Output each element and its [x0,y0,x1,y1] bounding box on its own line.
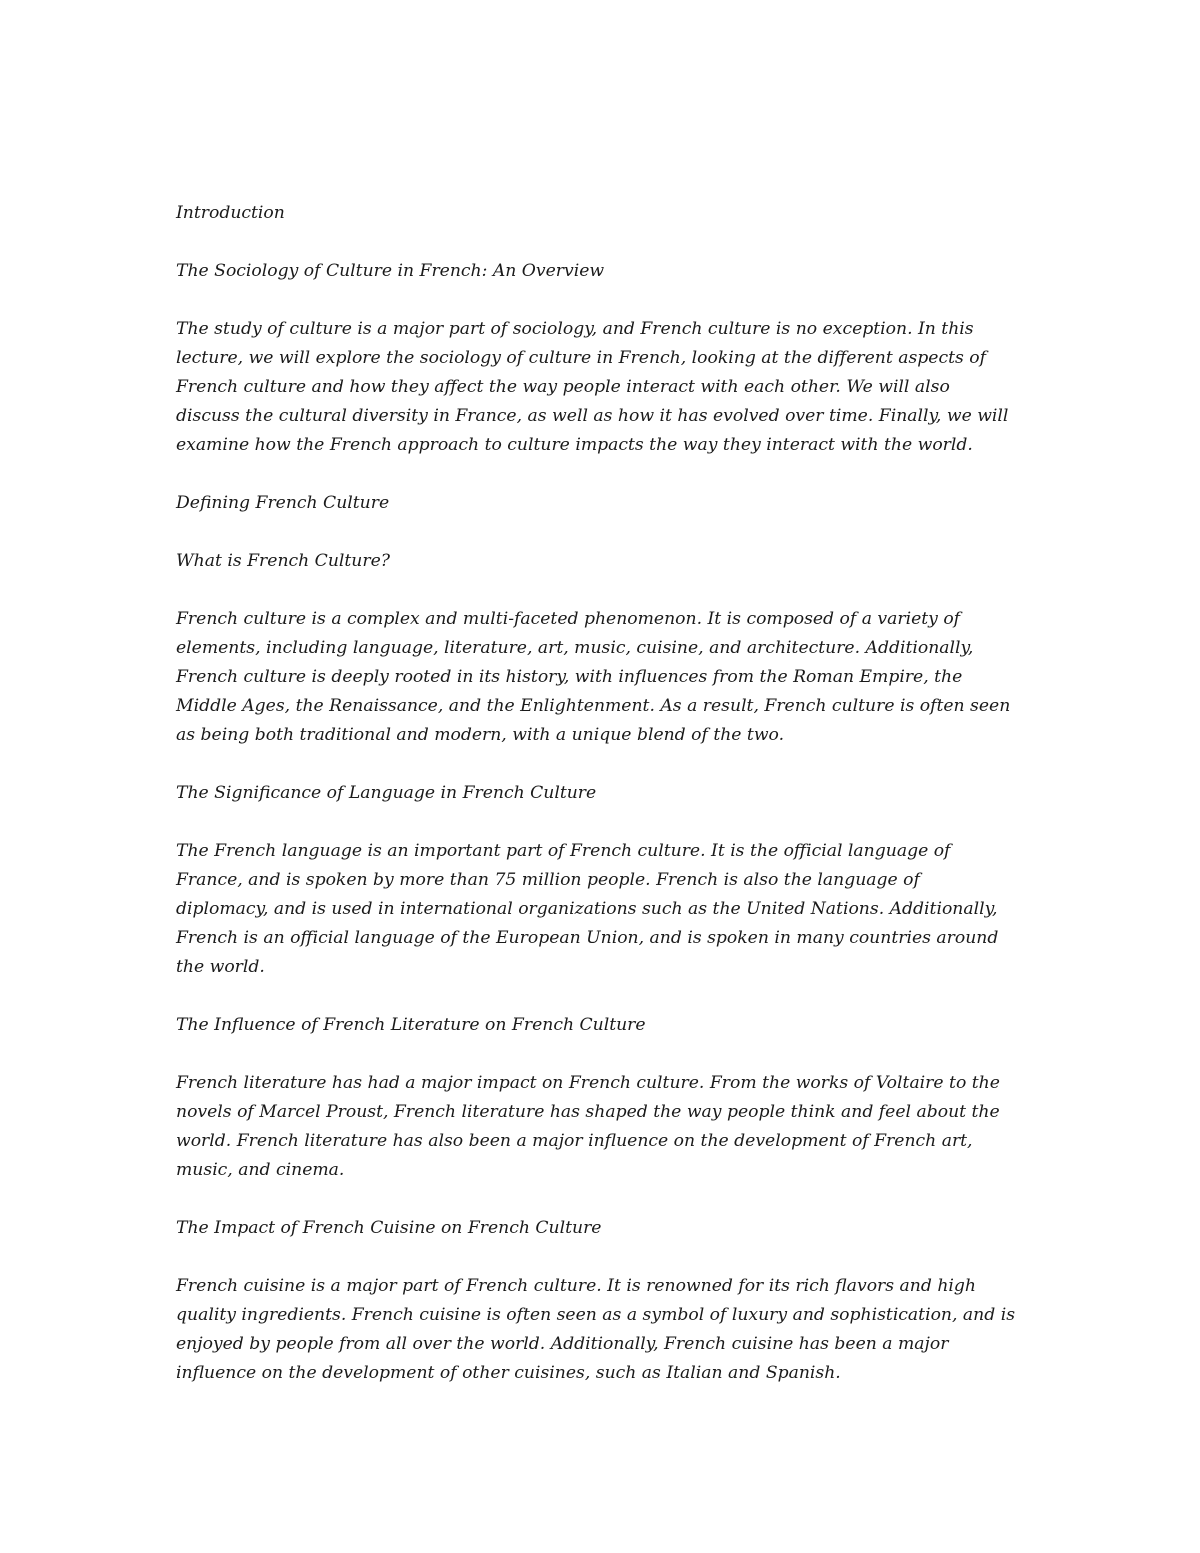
section-heading [176,779,1036,808]
text-line: French culture is a complex and multi-faceted phenomenon. It is composed of a variety of [176,609,961,629]
text-line: quality ingredients. French cuisine is often seen as a symbol of luxury and sophistication, and is [176,1305,1016,1325]
body-paragraph [176,1272,1036,1388]
text-line: France, and is spoken by more than 75 million people. French is also the language of [176,870,920,890]
text-line: elements, including language, literature, art, music, cuisine, and architecture. Additionally, [176,638,974,658]
text-line: examine how the French approach to culture impacts the way they interact with the world. [176,435,973,455]
text-line: world. French literature has also been a major influence on the development of French art, [176,1131,973,1151]
text-line: discuss the cultural diversity in France, as well as how it has evolved over time. Finally, we will [176,406,1009,426]
text-line: French cuisine is a major part of French culture. It is renowned for its rich flavors and high [176,1276,976,1296]
text-line: the world. [176,957,265,977]
text-line: as being both traditional and modern, with a unique blend of the two. [176,725,785,745]
text-line: What is French Culture? [176,551,390,571]
text-line: music, and cinema. [176,1160,345,1180]
text-line: Introduction [176,203,285,223]
document-body [176,199,1036,1417]
text-line: French literature has had a major impact on French culture. From the works of Voltaire to the [176,1073,1000,1093]
text-line: The Influence of French Literature on French Culture [176,1015,646,1035]
text-line: enjoyed by people from all over the world. Additionally, French cuisine has been a major [176,1334,949,1354]
text-line: Defining French Culture [176,493,390,513]
section-heading [176,257,1036,286]
text-line: The Sociology of Culture in French: An Overview [176,261,605,281]
body-paragraph [176,315,1036,460]
section-heading [176,1011,1036,1040]
text-line: French culture is deeply rooted in its history, with influences from the Roman Empire, the [176,667,963,687]
text-line: French is an official language of the European Union, and is spoken in many countries around [176,928,999,948]
body-paragraph [176,605,1036,750]
section-heading [176,489,1036,518]
text-line: Middle Ages, the Renaissance, and the Enlightenment. As a result, French culture is often seen [176,696,1011,716]
section-heading [176,199,1036,228]
text-line: The Significance of Language in French Culture [176,783,597,803]
section-heading [176,1214,1036,1243]
text-line: French culture and how they affect the way people interact with each other. We will also [176,377,950,397]
text-line: diplomacy, and is used in international organizations such as the United Nations. Additionally, [176,899,998,919]
text-line: influence on the development of other cuisines, such as Italian and Spanish. [176,1363,841,1383]
section-heading [176,547,1036,576]
text-line: The French language is an important part of French culture. It is the official language of [176,841,951,861]
text-line: novels of Marcel Proust, French literature has shaped the way people think and feel about the [176,1102,1000,1122]
text-line: The study of culture is a major part of sociology, and French culture is no exception. In this [176,319,974,339]
body-paragraph [176,1069,1036,1185]
body-paragraph [176,837,1036,982]
text-line: The Impact of French Cuisine on French Culture [176,1218,602,1238]
text-line: lecture, we will explore the sociology of culture in French, looking at the different aspects of [176,348,986,368]
